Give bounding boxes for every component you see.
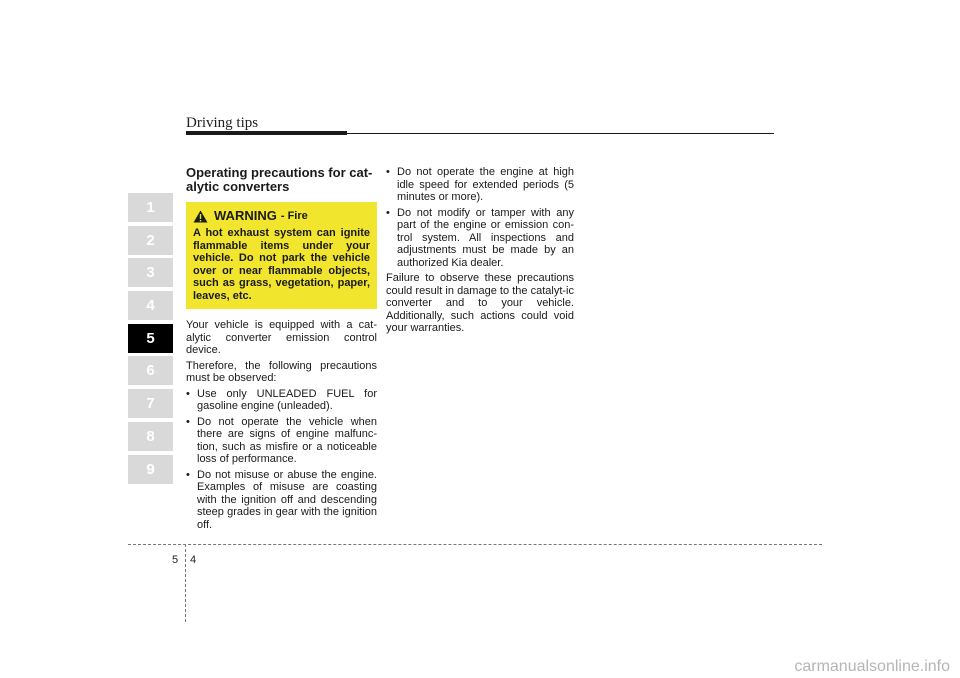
chapter-tab-1[interactable]: 1: [128, 193, 173, 222]
right-bullet-list: [386, 166, 574, 269]
page-number: 4: [190, 554, 197, 566]
right-column: [386, 166, 574, 338]
chapter-tab-2[interactable]: 2: [128, 226, 173, 255]
warning-title: WARNING: [214, 208, 277, 224]
closing-paragraph: Failure to observe these precautions could result in damage to the catalyt-ic converter and to your vehicle. Additionally, such actions could void your warranties.: [386, 272, 574, 334]
precautions-paragraph: Therefore, the following precautions must be observed:: [186, 359, 377, 384]
chapter-tab-7[interactable]: 7: [128, 389, 173, 418]
header-rule-thin: [347, 133, 774, 134]
chapter-tab-8[interactable]: 8: [128, 422, 173, 451]
chapter-tab-6[interactable]: 6: [128, 356, 173, 385]
left-column: [186, 166, 377, 534]
watermark: carmanualsonline.info: [794, 658, 950, 675]
chapter-tab-9[interactable]: 9: [128, 455, 173, 484]
warning-box: [186, 202, 377, 309]
page-chapter-number: 5: [172, 554, 179, 566]
warning-subtitle: - Fire: [280, 210, 308, 223]
list-item: • Do not modify or tamper with any part of the engine or emission con-trol system. All inspections and adjustments must be made by an authorized Kia dealer.: [386, 207, 574, 270]
chapter-tab-3[interactable]: 3: [128, 258, 173, 287]
list-item: • Do not operate the vehicle when there are signs of engine malfunc-tion, such as misfire or a noticeable loss of performance.: [186, 416, 377, 466]
chapter-tabs: [128, 193, 173, 487]
warning-header: [193, 210, 370, 223]
list-item: • Use only UNLEADED FUEL for gasoline engine (unleaded).: [186, 388, 377, 413]
list-item: • Do not misuse or abuse the engine. Examples of misuse are coasting with the ignition off and descending steep grades in gear with the ignition off.: [186, 469, 377, 532]
chapter-tab-4[interactable]: 4: [128, 291, 173, 320]
chapter-tab-5-active[interactable]: 5: [128, 324, 173, 353]
intro-paragraph: Your vehicle is equipped with a cat-alytic converter emission control device.: [186, 319, 377, 356]
footer-rule: [128, 544, 822, 545]
footer-divider: [185, 544, 186, 622]
header-rule-thick: [186, 131, 347, 135]
left-bullet-list: [186, 388, 377, 532]
warning-text: A hot exhaust system can ignite flammable items under your vehicle. Do not park the vehicle over or near flammable objects, such as grass, vegetation, paper, leaves, etc.: [193, 227, 370, 302]
section-title: Operating precautions for cat-alytic converters: [186, 165, 373, 194]
warning-triangle-icon: [193, 210, 208, 223]
list-item: • Do not operate the engine at high idle speed for extended periods (5 minutes or more).: [386, 166, 574, 204]
header-title: Driving tips: [186, 115, 259, 131]
